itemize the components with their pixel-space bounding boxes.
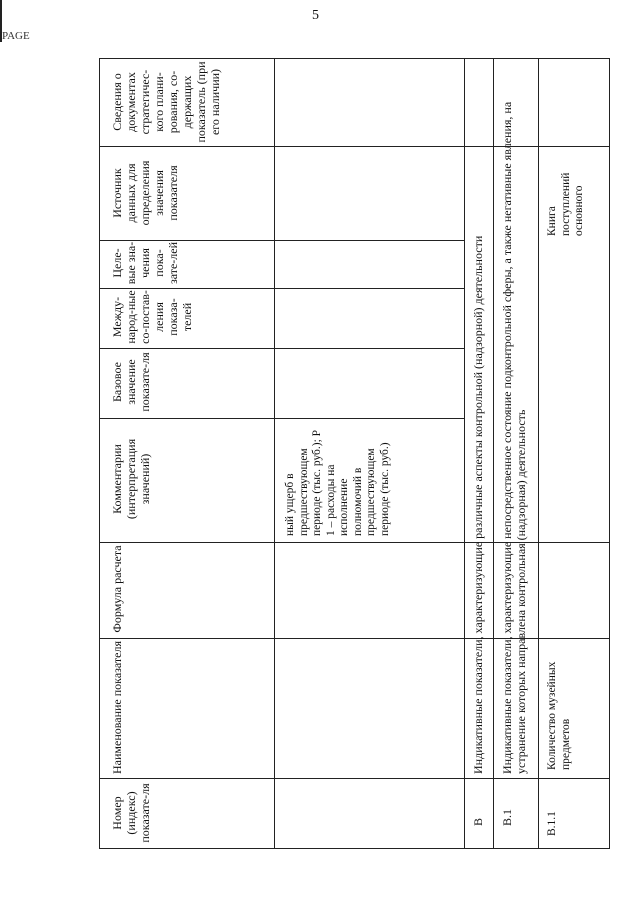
header-intl-comparison: Между-народ-ные со-постав-ления показа-телей <box>110 290 194 344</box>
section-b-index: В <box>471 817 485 826</box>
section-b-text: Индикативные показатели, характеризующие различные аспекты контрольной (надзорной) деятельности <box>471 235 485 774</box>
row-b11-index: В.1.1 <box>546 811 558 836</box>
header-formula: Формула расчета <box>110 545 124 633</box>
section-b1-text: Индикативные показатели, характеризующие непосредственное состояние подконтрольной сферы, а также негативные явления, на устранение которых направлена контрольная (надзорная) деятельность <box>500 101 528 774</box>
header-comments: Комментарии (интерпретация значений) <box>110 438 152 520</box>
row-b11-data-source: Книга поступлений основного <box>546 172 585 236</box>
header-base-value: Базовое значение показате-ля <box>110 352 152 412</box>
header-target-values: Целе-вые зна-чения пока-зате-лей <box>110 241 180 285</box>
page-number: 5 <box>312 8 319 23</box>
header-name: Наименование показателя <box>110 641 124 774</box>
header-documents: Сведения о документах стратегичес-кого плани-рования, со-держащих показатель (при его наличии) <box>110 61 222 143</box>
header-data-source: Источник данных для определения значения показателя <box>110 160 180 226</box>
section-b1-index: В.1 <box>500 808 514 826</box>
page-label: PAGE <box>2 30 30 42</box>
header-number: Номер (индекс) показате-ля <box>110 783 152 843</box>
comment-continuation: ный ущерб в предшествующем периоде (тыс. руб.); Р 1 – расходы на исполнение полномочий в предшествующем периоде (тыс. руб.) <box>284 429 391 536</box>
row-b11-name: Количество музейных предметов <box>546 661 572 770</box>
